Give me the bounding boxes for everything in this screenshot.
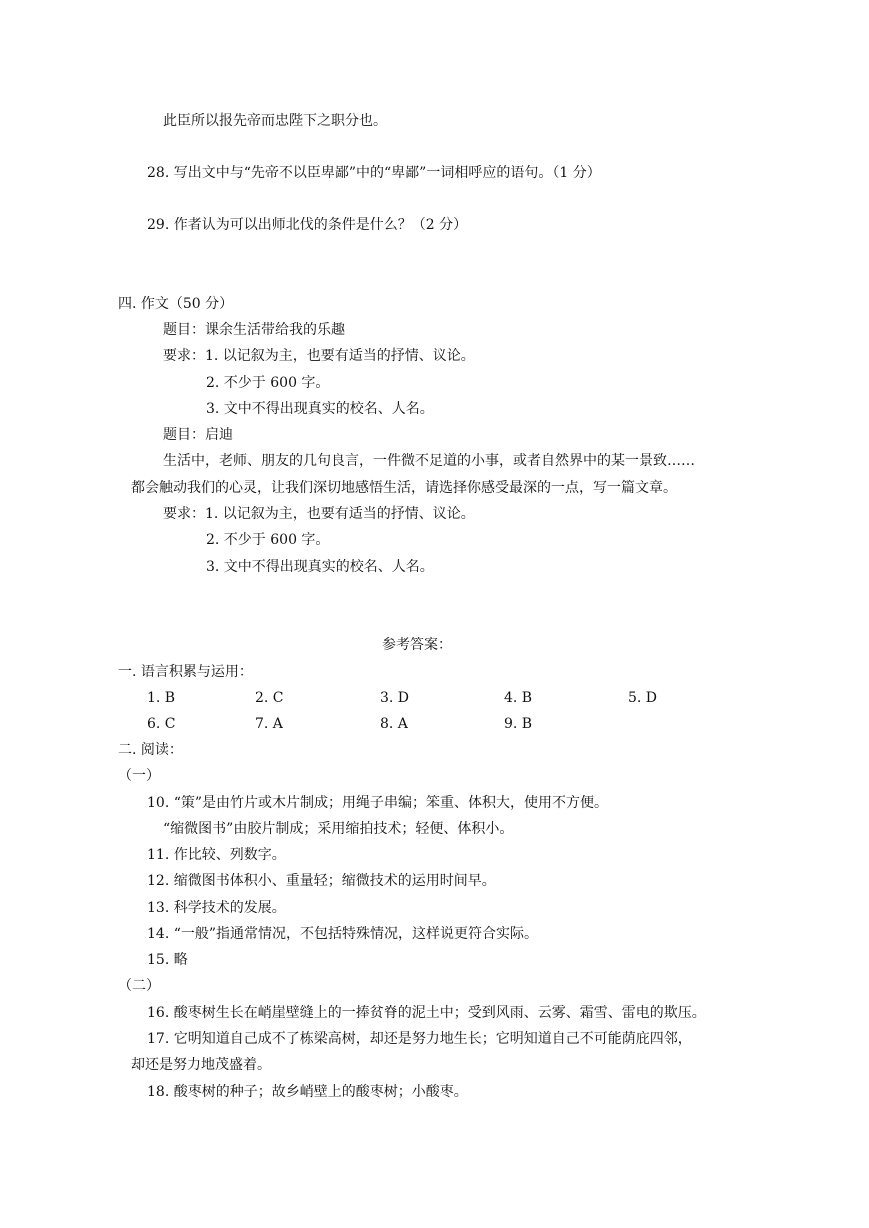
essay-requirement-1-1: 要求：1. 以记叙为主，也要有适当的抒情、议论。 bbox=[163, 348, 475, 364]
answer-15: 15. 略 bbox=[147, 952, 188, 968]
answer-10-line-1: 10. “策”是由竹片或木片制成；用绳子串编；笨重、体积大，使用不方便。 bbox=[147, 795, 609, 811]
mc-answer: 6. C bbox=[147, 716, 176, 732]
answer-12: 12. 缩微图书体积小、重量轻；缩微技术的运用时间早。 bbox=[147, 873, 496, 889]
reading-part-1-label: （一） bbox=[118, 768, 160, 784]
answers-title: 参考答案： bbox=[382, 637, 452, 653]
answer-17-line-1: 17. 它明知道自己成不了栋梁高树，却还是努力地生长；它明知道自己不可能荫庇四邻， bbox=[147, 1031, 692, 1047]
question-28: 28. 写出文中与“先帝不以臣卑鄙”中的“卑鄙”一词相呼应的语句。（1 分） bbox=[147, 165, 601, 181]
answer-10-line-2: “缩微图书”由胶片制成；采用缩拍技术；轻便、体积小。 bbox=[163, 821, 514, 837]
answer-11: 11. 作比较、列数字。 bbox=[147, 847, 286, 863]
essay-topic-2: 题目：启迪 bbox=[163, 427, 233, 443]
essay-section-heading: 四. 作文（50 分） bbox=[118, 296, 234, 312]
answer-16: 16. 酸枣树生长在峭崖壁缝上的一捧贫脊的泥土中；受到风雨、云雾、霜雪、雷电的欺压。 bbox=[147, 1005, 706, 1021]
essay-requirement-2-3: 3. 文中不得出现真实的校名、人名。 bbox=[206, 559, 434, 575]
essay-topic-1: 题目：课余生活带给我的乐趣 bbox=[163, 322, 345, 338]
mc-answer: 3. D bbox=[380, 690, 410, 706]
mc-answer: 8. A bbox=[380, 716, 408, 732]
essay-prompt-line-2: 都会触动我们的心灵，让我们深切地感悟生活，请选择你感受最深的一点，写一篇文章。 bbox=[131, 480, 677, 496]
mc-answer: 9. B bbox=[504, 716, 533, 732]
essay-prompt-line-1: 生活中，老师、朋友的几句良言，一件微不足道的小事，或者自然界中的某一景致…… bbox=[163, 453, 695, 469]
answers-section-2-heading: 二. 阅读： bbox=[118, 742, 183, 758]
mc-answer: 4. B bbox=[504, 690, 533, 706]
passage-end-line: 此臣所以报先帝而忠陛下之职分也。 bbox=[163, 113, 387, 129]
essay-requirement-2-2: 2. 不少于 600 字。 bbox=[206, 532, 330, 548]
answer-17-line-2: 却还是努力地茂盛着。 bbox=[131, 1057, 271, 1073]
answers-section-1-heading: 一. 语言积累与运用： bbox=[118, 664, 253, 680]
reading-part-2-label: （二） bbox=[118, 978, 160, 994]
mc-answer: 2. C bbox=[255, 690, 284, 706]
question-29: 29. 作者认为可以出师北伐的条件是什么？（2 分） bbox=[147, 217, 468, 233]
essay-requirement-2-1: 要求：1. 以记叙为主，也要有适当的抒情、议论。 bbox=[163, 506, 475, 522]
mc-answer: 5. D bbox=[628, 690, 658, 706]
answer-13: 13. 科学技术的发展。 bbox=[147, 900, 286, 916]
mc-answer: 7. A bbox=[255, 716, 283, 732]
answer-18: 18. 酸枣树的种子；故乡峭壁上的酸枣树；小酸枣。 bbox=[147, 1084, 468, 1100]
essay-requirement-1-3: 3. 文中不得出现真实的校名、人名。 bbox=[206, 401, 434, 417]
essay-requirement-1-2: 2. 不少于 600 字。 bbox=[206, 375, 330, 391]
mc-answer: 1. B bbox=[147, 690, 176, 706]
answer-14: 14. “一般”指通常情况，不包括特殊情况，这样说更符合实际。 bbox=[147, 926, 539, 942]
